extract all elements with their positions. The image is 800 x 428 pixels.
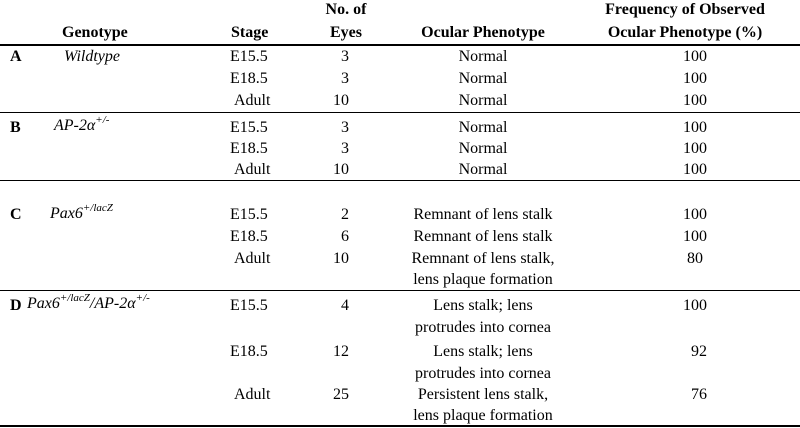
frequency-cell: 100 — [683, 140, 707, 157]
group-rule-c — [0, 290, 800, 291]
frequency-cell: 100 — [683, 48, 707, 65]
stage-cell: E15.5 — [230, 206, 268, 223]
phenotype-cell: Remnant of lens stalk — [413, 206, 553, 223]
group-rule-a — [0, 112, 800, 113]
stage-cell: E18.5 — [230, 70, 268, 87]
header-stage: Stage — [231, 24, 269, 41]
genotype-label-d: $Pax6^{+/lacZ}/AP-2\alpha^{+/-}$ — [27, 291, 150, 312]
frequency-cell: 100 — [683, 206, 707, 223]
frequency-cell: 100 — [683, 119, 707, 136]
frequency-cell: 76 — [691, 386, 707, 403]
header-phenotype: Ocular Phenotype — [421, 24, 545, 41]
phenotype-cell: Persistent lens stalk, — [417, 386, 549, 403]
phenotype-cell: Lens stalk; lens — [433, 343, 533, 360]
header-freq-line1: Frequency of Observed — [605, 1, 765, 18]
header-freq-line2: Ocular Phenotype (%) — [607, 24, 763, 41]
eyes-cell: 3 — [341, 119, 349, 136]
frequency-cell: 80 — [687, 250, 703, 267]
eyes-cell: 3 — [341, 70, 349, 87]
eyes-cell: 10 — [333, 250, 349, 267]
phenotype-cell: Normal — [458, 119, 508, 136]
group-rule-b — [0, 180, 800, 181]
header-rule — [0, 44, 800, 46]
frequency-cell: 100 — [683, 161, 707, 178]
eyes-cell: 10 — [333, 92, 349, 109]
eyes-cell: 12 — [333, 343, 349, 360]
genotype-label-c: $Pax6^{+/lacZ}$ — [50, 201, 113, 222]
frequency-cell: 100 — [683, 297, 707, 314]
stage-cell: E15.5 — [230, 48, 268, 65]
stage-cell: E18.5 — [230, 140, 268, 157]
eyes-cell: 25 — [333, 386, 349, 403]
phenotype-cell: Normal — [458, 161, 508, 178]
group-letter-d: D — [10, 297, 22, 314]
genotype-label-a: Wildtype — [64, 48, 120, 65]
genotype-label-b: AP-2α+/- — [54, 113, 110, 134]
stage-cell: Adult — [234, 386, 271, 403]
phenotype-cell: Remnant of lens stalk, — [411, 250, 555, 267]
stage-cell: Adult — [234, 161, 271, 178]
group-letter-b: B — [10, 119, 21, 136]
phenotype-cell: Normal — [458, 140, 508, 157]
frequency-cell: 92 — [691, 343, 707, 360]
phenotype-cell: Normal — [458, 48, 508, 65]
stage-cell: Adult — [234, 250, 271, 267]
header-eyes-line2: Eyes — [330, 24, 362, 41]
stage-cell: Adult — [234, 92, 271, 109]
eyes-cell: 3 — [341, 140, 349, 157]
stage-cell: E18.5 — [230, 228, 268, 245]
header-genotype: Genotype — [62, 24, 128, 41]
frequency-cell: 100 — [683, 70, 707, 87]
eyes-cell: 2 — [341, 206, 349, 223]
phenotype-cell-line2: protrudes into cornea — [415, 319, 551, 336]
group-letter-c: C — [10, 206, 22, 223]
phenotype-cell-line2: lens plaque formation — [413, 407, 553, 424]
group-letter-a: A — [10, 48, 22, 65]
eyes-cell: 6 — [341, 228, 349, 245]
phenotype-cell-line2: protrudes into cornea — [415, 365, 551, 382]
phenotype-cell: Normal — [458, 92, 508, 109]
phenotype-cell: Remnant of lens stalk — [413, 228, 553, 245]
phenotype-cell: Normal — [458, 70, 508, 87]
phenotype-cell-line2: lens plaque formation — [413, 271, 553, 288]
phenotype-cell: Lens stalk; lens — [433, 297, 533, 314]
eyes-cell: 3 — [341, 48, 349, 65]
stage-cell: E15.5 — [230, 119, 268, 136]
eyes-cell: 10 — [333, 161, 349, 178]
header-eyes-line1: No. of — [325, 1, 367, 18]
frequency-cell: 100 — [683, 228, 707, 245]
eyes-cell: 4 — [341, 297, 349, 314]
stage-cell: E18.5 — [230, 343, 268, 360]
frequency-cell: 100 — [683, 92, 707, 109]
stage-cell: E15.5 — [230, 297, 268, 314]
